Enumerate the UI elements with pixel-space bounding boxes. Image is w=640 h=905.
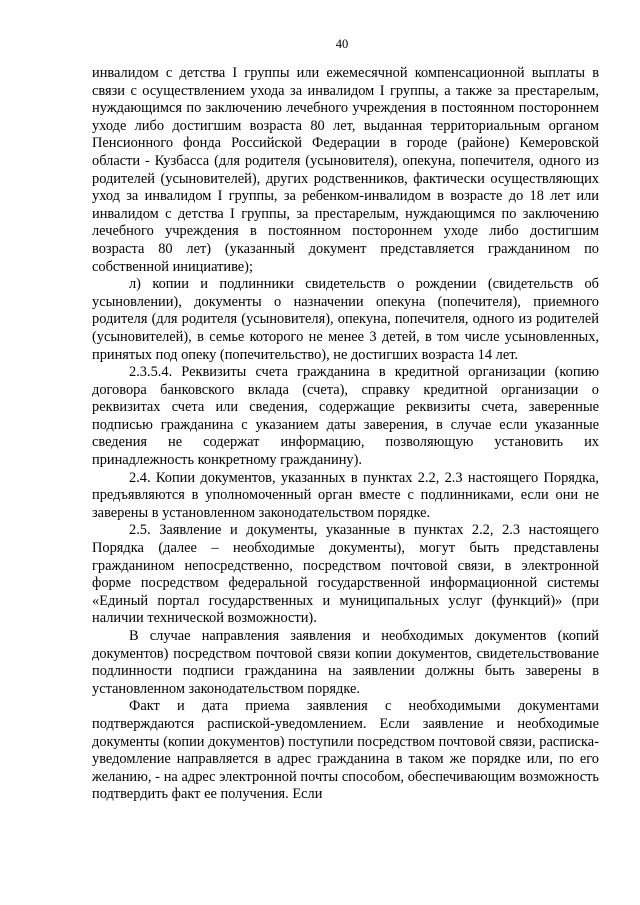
paragraph-2-4-document-copies: 2.4. Копии документов, указанных в пунктах 2.2, 2.3 настоящего Порядка, предъявляются в уполномоченный орган вместе с подлинниками, если они не заверены в установленном законодательством порядке.: [92, 469, 599, 521]
paragraph-postal-submission: В случае направления заявления и необходимых документов (копий документов) посредством почтовой связи копии документов, свидетельствование подлинности подписи гражданина на заявлении должны быть заверены в установленном законодательством порядке.: [92, 628, 599, 697]
paragraph-receipt-notification: Факт и дата приема заявления с необходимыми документами подтверждаются распиской-уведомлением. Если заявление и необходимые документы (копии документов) поступили посредством почтовой связи, расписка-уведомление направляется в адрес гражданина в таком же порядке или, по его желанию, - на адрес электронной почты способом, обеспечивающим возможность подтвердить факт ее получения. Если: [92, 698, 599, 803]
document-body: [92, 65, 599, 804]
paragraph-2-3-5-4-bank-details: 2.3.5.4. Реквизиты счета гражданина в кредитной организации (копию договора банковского вклада (счета), справку кредитной организации о реквизитах счета или сведения, содержащие реквизиты счета, заверенные подписью гражданина с указанием даты заверения, в случае если указанные сведения не содержат информацию, позволяющую установить их принадлежность конкретному гражданину).: [92, 364, 599, 469]
paragraph-continuation-disability-allowance: инвалидом с детства I группы или ежемесячной компенсационной выплаты в связи с осуществлением ухода за инвалидом I группы, а также за престарелым, нуждающимся по заключению лечебного учреждения в постоянном постороннем уходе либо достигшим возраста 80 лет, выданная территориальным органом Пенсионного фонда Российской Федерации в городе (районе) Кемеровской области - Кузбасса (для родителя (усыновителя), опекуна, попечителя, одного из родителей (усыновителей), других родственников, фактически осуществляющих уход за инвалидом I группы, за ребенком-инвалидом в возрасте до 18 лет или инвалидом с детства I группы, за престарелым, нуждающимся по заключению лечебного учреждения в постоянном постороннем уходе либо достигшим возраста 80 лет) (указанный документ представляется гражданином по собственной инициативе);: [92, 65, 599, 275]
paragraph-item-l-birth-certificates: л) копии и подлинники свидетельств о рождении (свидетельств об усыновлении), документы о назначении опекуна (попечителя), приемного родителя (для родителя (усыновителя), опекуна, попечителя, одного из родителей (усыновителей), в семье которого не менее 3 детей, в том числе усыновленных, принятых под опеку (попечительство), не достигших возраста 14 лет.: [92, 276, 599, 363]
page-number: 40: [335, 37, 349, 51]
paragraph-2-5-submission-methods: 2.5. Заявление и документы, указанные в пунктах 2.2, 2.3 настоящего Порядка (далее – необходимые документы), могут быть представлены гражданином непосредственно, посредством почтовой связи, в электронной форме посредством федеральной государственной информационной системы «Единый портал государственных и муниципальных услуг (функций)» (при наличии технической возможности).: [92, 522, 599, 627]
